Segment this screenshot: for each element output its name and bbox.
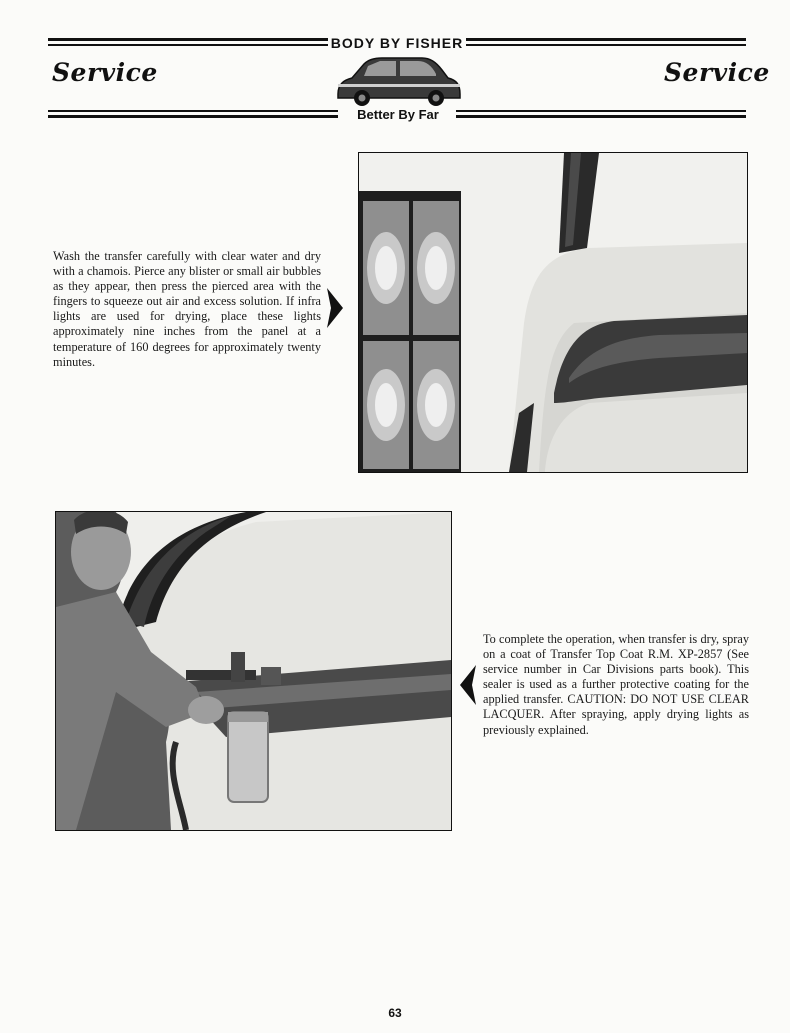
paragraph-wash-transfer: Wash the transfer carefully with clear water and dry with a chamois. Pierce any blister or small air bubbles as they appear, then press the pierced area with the fingers to squeeze out air and excess solution. If infra lights are used for drying, place these lights approximately nine inches from the panel at a temperature of 160 degrees for approximately twenty minutes. — [53, 249, 321, 369]
header-rule-lower-left — [48, 110, 338, 112]
arrow-left-icon — [460, 665, 478, 705]
photo-infrared-drying-lights — [358, 152, 748, 473]
header-rule-upper-right — [466, 38, 746, 41]
page-number: 63 — [388, 1006, 402, 1020]
sedan-car-icon — [330, 50, 464, 108]
arrow-right-icon — [325, 288, 343, 328]
paragraph-spray-top-coat: To complete the operation, when transfer is dry, spray on a coat of Transfer Top Coat R.M. XP-2857 (See service number in Car Divisions parts book). This sealer is used as a further protective coating for the applied transfer. CAUTION: DO NOT USE CLEAR LACQUER. After spraying, apply drying lights as previously explained. — [483, 632, 749, 737]
header-rule-upper-right-thin — [466, 44, 746, 46]
header-rule-upper-left-thin — [48, 44, 328, 46]
tagline: Better By Far — [357, 107, 439, 122]
header-rule-lower-right-thick — [456, 115, 746, 118]
service-script-right: Service — [664, 58, 770, 87]
header-rule-lower-right — [456, 110, 746, 112]
header-rule-lower-left-thick — [48, 115, 338, 118]
service-script-left: Service — [52, 58, 158, 87]
header-rule-upper-left — [48, 38, 328, 41]
brand-title: BODY BY FISHER — [330, 35, 464, 51]
photo-spray-top-coat — [55, 511, 452, 831]
